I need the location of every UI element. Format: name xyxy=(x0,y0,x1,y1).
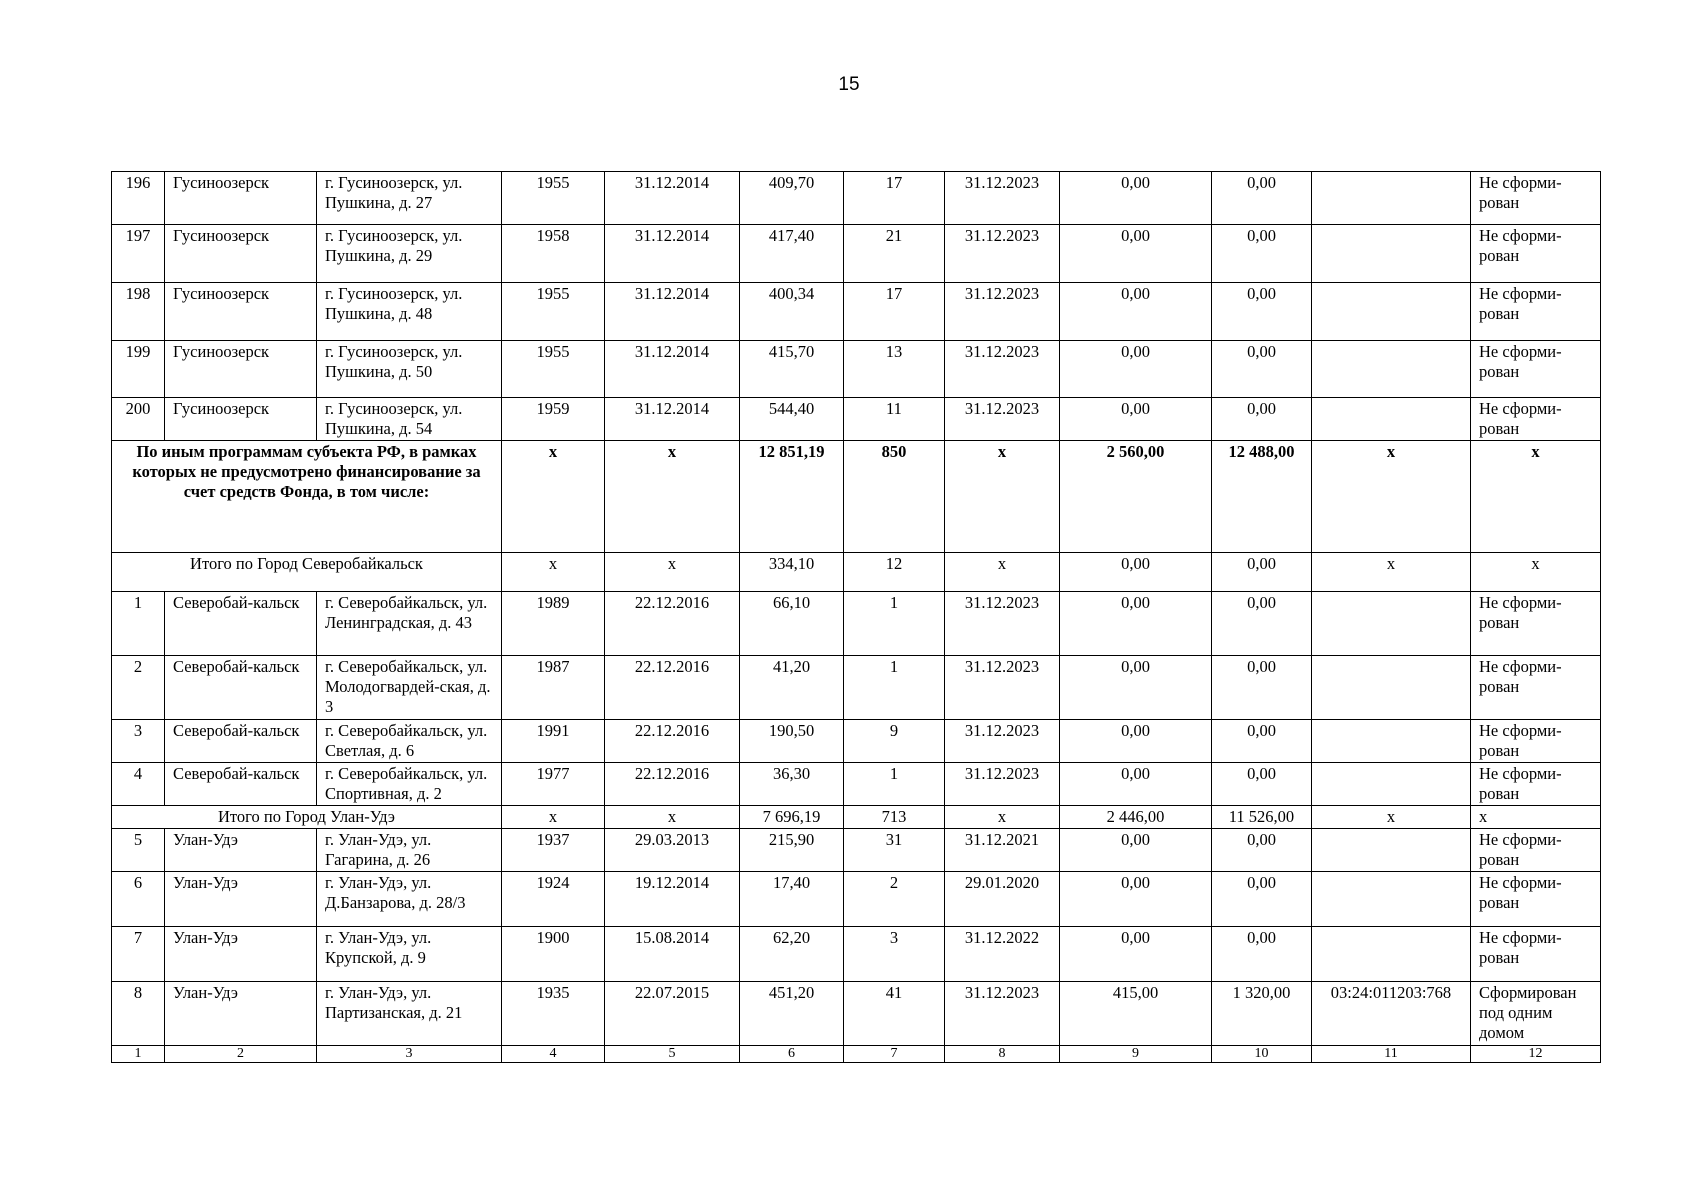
row-people: 9 xyxy=(844,720,945,763)
row-city: Гусиноозерск xyxy=(165,283,317,341)
row-address: г. Улан-Удэ, ул. Партизанская, д. 21 xyxy=(317,982,502,1046)
column-number: 10 xyxy=(1212,1046,1312,1063)
row-date: 19.12.2014 xyxy=(605,872,740,927)
table-row xyxy=(112,829,1601,872)
row-number: 200 xyxy=(112,398,165,441)
column-number: 8 xyxy=(945,1046,1060,1063)
row-people: 17 xyxy=(844,283,945,341)
program-total-label: По иным программам субъекта РФ, в рамках которых не предусмотрено финансирование за счет средств Фонда, в том числе: xyxy=(112,441,502,553)
row-year: 1991 xyxy=(502,720,605,763)
row-plan-date: 31.12.2023 xyxy=(945,225,1060,283)
row-people: 1 xyxy=(844,592,945,656)
program-total-people: 850 xyxy=(844,441,945,553)
row-area: 409,70 xyxy=(740,172,844,225)
table-row xyxy=(112,225,1601,283)
row-cadastral xyxy=(1312,172,1471,225)
row-people: 11 xyxy=(844,398,945,441)
row-address: г. Северобайкальск, ул. Светлая, д. 6 xyxy=(317,720,502,763)
row-year: 1900 xyxy=(502,927,605,982)
row-number: 5 xyxy=(112,829,165,872)
row-plan-date: 31.12.2023 xyxy=(945,656,1060,720)
program-total-col9: 2 560,00 xyxy=(1060,441,1212,553)
ulan-ude-total-date: х xyxy=(605,806,740,829)
row-city: Гусиноозерск xyxy=(165,341,317,398)
row-year: 1935 xyxy=(502,982,605,1046)
row-area: 36,30 xyxy=(740,763,844,806)
row-col10: 0,00 xyxy=(1212,656,1312,720)
column-number: 4 xyxy=(502,1046,605,1063)
column-number: 12 xyxy=(1471,1046,1601,1063)
program-total-col11: х xyxy=(1312,441,1471,553)
row-cadastral xyxy=(1312,927,1471,982)
row-col9: 0,00 xyxy=(1060,720,1212,763)
table-row xyxy=(112,592,1601,656)
column-number: 7 xyxy=(844,1046,945,1063)
row-year: 1977 xyxy=(502,763,605,806)
row-col10: 1 320,00 xyxy=(1212,982,1312,1046)
row-city: Гусиноозерск xyxy=(165,225,317,283)
row-status: Не сформи-рован xyxy=(1471,872,1601,927)
row-plan-date: 31.12.2023 xyxy=(945,283,1060,341)
severobaikalsk-total-area: 334,10 xyxy=(740,553,844,592)
row-date: 31.12.2014 xyxy=(605,398,740,441)
row-date: 31.12.2014 xyxy=(605,225,740,283)
row-number: 8 xyxy=(112,982,165,1046)
column-number: 11 xyxy=(1312,1046,1471,1063)
row-year: 1959 xyxy=(502,398,605,441)
row-number: 3 xyxy=(112,720,165,763)
row-col9: 0,00 xyxy=(1060,763,1212,806)
row-plan-date: 31.12.2023 xyxy=(945,398,1060,441)
row-date: 22.12.2016 xyxy=(605,763,740,806)
program-total-area: 12 851,19 xyxy=(740,441,844,553)
row-status: Не сформи-рован xyxy=(1471,720,1601,763)
row-cadastral xyxy=(1312,398,1471,441)
row-area: 451,20 xyxy=(740,982,844,1046)
program-total-plan: х xyxy=(945,441,1060,553)
row-date: 31.12.2014 xyxy=(605,341,740,398)
row-area: 17,40 xyxy=(740,872,844,927)
row-col10: 0,00 xyxy=(1212,398,1312,441)
row-status: Сформирован под одним домом xyxy=(1471,982,1601,1046)
row-plan-date: 31.12.2022 xyxy=(945,927,1060,982)
row-address: г. Северобайкальск, ул. Молодогвардей-ская, д. 3 xyxy=(317,656,502,720)
row-col10: 0,00 xyxy=(1212,592,1312,656)
row-number: 4 xyxy=(112,763,165,806)
row-col9: 0,00 xyxy=(1060,592,1212,656)
row-area: 544,40 xyxy=(740,398,844,441)
severobaikalsk-total-row xyxy=(112,553,1601,592)
row-address: г. Северобайкальск, ул. Спортивная, д. 2 xyxy=(317,763,502,806)
table-row xyxy=(112,763,1601,806)
row-city: Гусиноозерск xyxy=(165,398,317,441)
row-cadastral xyxy=(1312,341,1471,398)
row-plan-date: 31.12.2021 xyxy=(945,829,1060,872)
table-row xyxy=(112,172,1601,225)
row-col9: 0,00 xyxy=(1060,341,1212,398)
row-col9: 0,00 xyxy=(1060,172,1212,225)
row-year: 1958 xyxy=(502,225,605,283)
severobaikalsk-total-label: Итого по Город Северобайкальск xyxy=(112,553,502,592)
row-city: Улан-Удэ xyxy=(165,829,317,872)
row-address: г. Гусиноозерск, ул. Пушкина, д. 50 xyxy=(317,341,502,398)
row-year: 1955 xyxy=(502,283,605,341)
ulan-ude-total-plan: х xyxy=(945,806,1060,829)
severobaikalsk-total-col9: 0,00 xyxy=(1060,553,1212,592)
row-address: г. Улан-Удэ, ул. Д.Банзарова, д. 28/3 xyxy=(317,872,502,927)
row-col9: 0,00 xyxy=(1060,283,1212,341)
row-people: 1 xyxy=(844,763,945,806)
row-people: 41 xyxy=(844,982,945,1046)
row-date: 31.12.2014 xyxy=(605,283,740,341)
column-number: 6 xyxy=(740,1046,844,1063)
row-status: Не сформи-рован xyxy=(1471,592,1601,656)
row-status: Не сформи-рован xyxy=(1471,763,1601,806)
row-area: 400,34 xyxy=(740,283,844,341)
row-col10: 0,00 xyxy=(1212,927,1312,982)
row-area: 215,90 xyxy=(740,829,844,872)
row-year: 1955 xyxy=(502,341,605,398)
table-row xyxy=(112,872,1601,927)
row-people: 2 xyxy=(844,872,945,927)
row-plan-date: 31.12.2023 xyxy=(945,982,1060,1046)
row-cadastral xyxy=(1312,592,1471,656)
ulan-ude-total-label: Итого по Город Улан-Удэ xyxy=(112,806,502,829)
row-area: 41,20 xyxy=(740,656,844,720)
row-city: Улан-Удэ xyxy=(165,872,317,927)
row-cadastral xyxy=(1312,225,1471,283)
table-row xyxy=(112,398,1601,441)
row-date: 31.12.2014 xyxy=(605,172,740,225)
program-total-date: х xyxy=(605,441,740,553)
severobaikalsk-total-plan: х xyxy=(945,553,1060,592)
program-total-row xyxy=(112,441,1601,553)
row-city: Улан-Удэ xyxy=(165,927,317,982)
row-people: 17 xyxy=(844,172,945,225)
gusinoozersk-rows xyxy=(112,172,1601,441)
row-number: 198 xyxy=(112,283,165,341)
row-date: 22.12.2016 xyxy=(605,592,740,656)
row-col9: 0,00 xyxy=(1060,656,1212,720)
page-number: 15 xyxy=(838,74,860,95)
row-col9: 0,00 xyxy=(1060,398,1212,441)
row-status: Не сформи-рован xyxy=(1471,283,1601,341)
row-address: г. Гусиноозерск, ул. Пушкина, д. 27 xyxy=(317,172,502,225)
table-row xyxy=(112,720,1601,763)
table-row xyxy=(112,982,1601,1046)
row-city: Северобай-кальск xyxy=(165,656,317,720)
row-address: г. Гусиноозерск, ул. Пушкина, д. 54 xyxy=(317,398,502,441)
row-col9: 0,00 xyxy=(1060,927,1212,982)
row-city: Гусиноозерск xyxy=(165,172,317,225)
row-number: 6 xyxy=(112,872,165,927)
row-cadastral xyxy=(1312,763,1471,806)
program-total-year: х xyxy=(502,441,605,553)
column-numbers-row xyxy=(112,1046,1601,1063)
row-people: 3 xyxy=(844,927,945,982)
row-number: 7 xyxy=(112,927,165,982)
row-city: Улан-Удэ xyxy=(165,982,317,1046)
row-plan-date: 31.12.2023 xyxy=(945,763,1060,806)
row-col10: 0,00 xyxy=(1212,872,1312,927)
row-address: г. Улан-Удэ, ул. Гагарина, д. 26 xyxy=(317,829,502,872)
row-city: Северобай-кальск xyxy=(165,592,317,656)
row-status: Не сформи-рован xyxy=(1471,829,1601,872)
column-number: 1 xyxy=(112,1046,165,1063)
column-number: 3 xyxy=(317,1046,502,1063)
row-year: 1937 xyxy=(502,829,605,872)
row-col9: 0,00 xyxy=(1060,225,1212,283)
row-number: 199 xyxy=(112,341,165,398)
row-area: 190,50 xyxy=(740,720,844,763)
row-col10: 0,00 xyxy=(1212,763,1312,806)
row-col10: 0,00 xyxy=(1212,283,1312,341)
row-area: 62,20 xyxy=(740,927,844,982)
row-address: г. Улан-Удэ, ул. Крупской, д. 9 xyxy=(317,927,502,982)
row-col9: 415,00 xyxy=(1060,982,1212,1046)
row-date: 15.08.2014 xyxy=(605,927,740,982)
row-plan-date: 31.12.2023 xyxy=(945,592,1060,656)
row-cadastral xyxy=(1312,720,1471,763)
row-year: 1987 xyxy=(502,656,605,720)
column-number: 9 xyxy=(1060,1046,1212,1063)
severobaikalsk-total-date: х xyxy=(605,553,740,592)
severobaikalsk-total-col11: х xyxy=(1312,553,1471,592)
row-number: 197 xyxy=(112,225,165,283)
row-cadastral: 03:24:011203:768 xyxy=(1312,982,1471,1046)
row-city: Северобай-кальск xyxy=(165,720,317,763)
severobaikalsk-rows xyxy=(112,592,1601,806)
row-plan-date: 31.12.2023 xyxy=(945,341,1060,398)
row-plan-date: 29.01.2020 xyxy=(945,872,1060,927)
row-col10: 0,00 xyxy=(1212,341,1312,398)
row-col9: 0,00 xyxy=(1060,872,1212,927)
ulan-ude-total-area: 7 696,19 xyxy=(740,806,844,829)
row-area: 66,10 xyxy=(740,592,844,656)
row-col10: 0,00 xyxy=(1212,720,1312,763)
table-row xyxy=(112,341,1601,398)
program-total-col10: 12 488,00 xyxy=(1212,441,1312,553)
ulan-ude-total-col10: 11 526,00 xyxy=(1212,806,1312,829)
row-status: Не сформи-рован xyxy=(1471,172,1601,225)
row-year: 1989 xyxy=(502,592,605,656)
row-area: 417,40 xyxy=(740,225,844,283)
ulan-ude-total-year: х xyxy=(502,806,605,829)
row-plan-date: 31.12.2023 xyxy=(945,172,1060,225)
ulan-ude-total-people: 713 xyxy=(844,806,945,829)
severobaikalsk-total-year: х xyxy=(502,553,605,592)
row-area: 415,70 xyxy=(740,341,844,398)
row-year: 1955 xyxy=(502,172,605,225)
ulan-ude-total-row xyxy=(112,806,1601,829)
row-people: 13 xyxy=(844,341,945,398)
row-date: 22.12.2016 xyxy=(605,656,740,720)
row-status: Не сформи-рован xyxy=(1471,225,1601,283)
table-row xyxy=(112,656,1601,720)
row-number: 196 xyxy=(112,172,165,225)
ulan-ude-total-col12: х xyxy=(1471,806,1601,829)
column-number: 2 xyxy=(165,1046,317,1063)
row-col10: 0,00 xyxy=(1212,172,1312,225)
row-cadastral xyxy=(1312,283,1471,341)
row-col10: 0,00 xyxy=(1212,225,1312,283)
severobaikalsk-total-col10: 0,00 xyxy=(1212,553,1312,592)
row-date: 22.07.2015 xyxy=(605,982,740,1046)
table-row xyxy=(112,283,1601,341)
row-status: Не сформи-рован xyxy=(1471,656,1601,720)
row-cadastral xyxy=(1312,656,1471,720)
severobaikalsk-total-col12: х xyxy=(1471,553,1601,592)
severobaikalsk-total-people: 12 xyxy=(844,553,945,592)
row-people: 1 xyxy=(844,656,945,720)
housing-registry-table xyxy=(111,171,1601,1063)
row-date: 29.03.2013 xyxy=(605,829,740,872)
ulan-ude-total-section xyxy=(112,806,1601,829)
ulan-ude-total-col11: х xyxy=(1312,806,1471,829)
row-status: Не сформи-рован xyxy=(1471,398,1601,441)
row-status: Не сформи-рован xyxy=(1471,927,1601,982)
row-people: 21 xyxy=(844,225,945,283)
row-col10: 0,00 xyxy=(1212,829,1312,872)
row-number: 2 xyxy=(112,656,165,720)
row-number: 1 xyxy=(112,592,165,656)
row-date: 22.12.2016 xyxy=(605,720,740,763)
row-people: 31 xyxy=(844,829,945,872)
column-numbers-section xyxy=(112,1046,1601,1063)
row-year: 1924 xyxy=(502,872,605,927)
row-cadastral xyxy=(1312,829,1471,872)
row-cadastral xyxy=(1312,872,1471,927)
table-row xyxy=(112,927,1601,982)
row-address: г. Гусиноозерск, ул. Пушкина, д. 48 xyxy=(317,283,502,341)
program-total-col12: х xyxy=(1471,441,1601,553)
row-address: г. Северобайкальск, ул. Ленинградская, д. 43 xyxy=(317,592,502,656)
row-city: Северобай-кальск xyxy=(165,763,317,806)
ulan-ude-rows xyxy=(112,829,1601,1046)
program-total-section xyxy=(112,441,1601,592)
column-number: 5 xyxy=(605,1046,740,1063)
row-plan-date: 31.12.2023 xyxy=(945,720,1060,763)
row-status: Не сформи-рован xyxy=(1471,341,1601,398)
ulan-ude-total-col9: 2 446,00 xyxy=(1060,806,1212,829)
row-address: г. Гусиноозерск, ул. Пушкина, д. 29 xyxy=(317,225,502,283)
row-col9: 0,00 xyxy=(1060,829,1212,872)
